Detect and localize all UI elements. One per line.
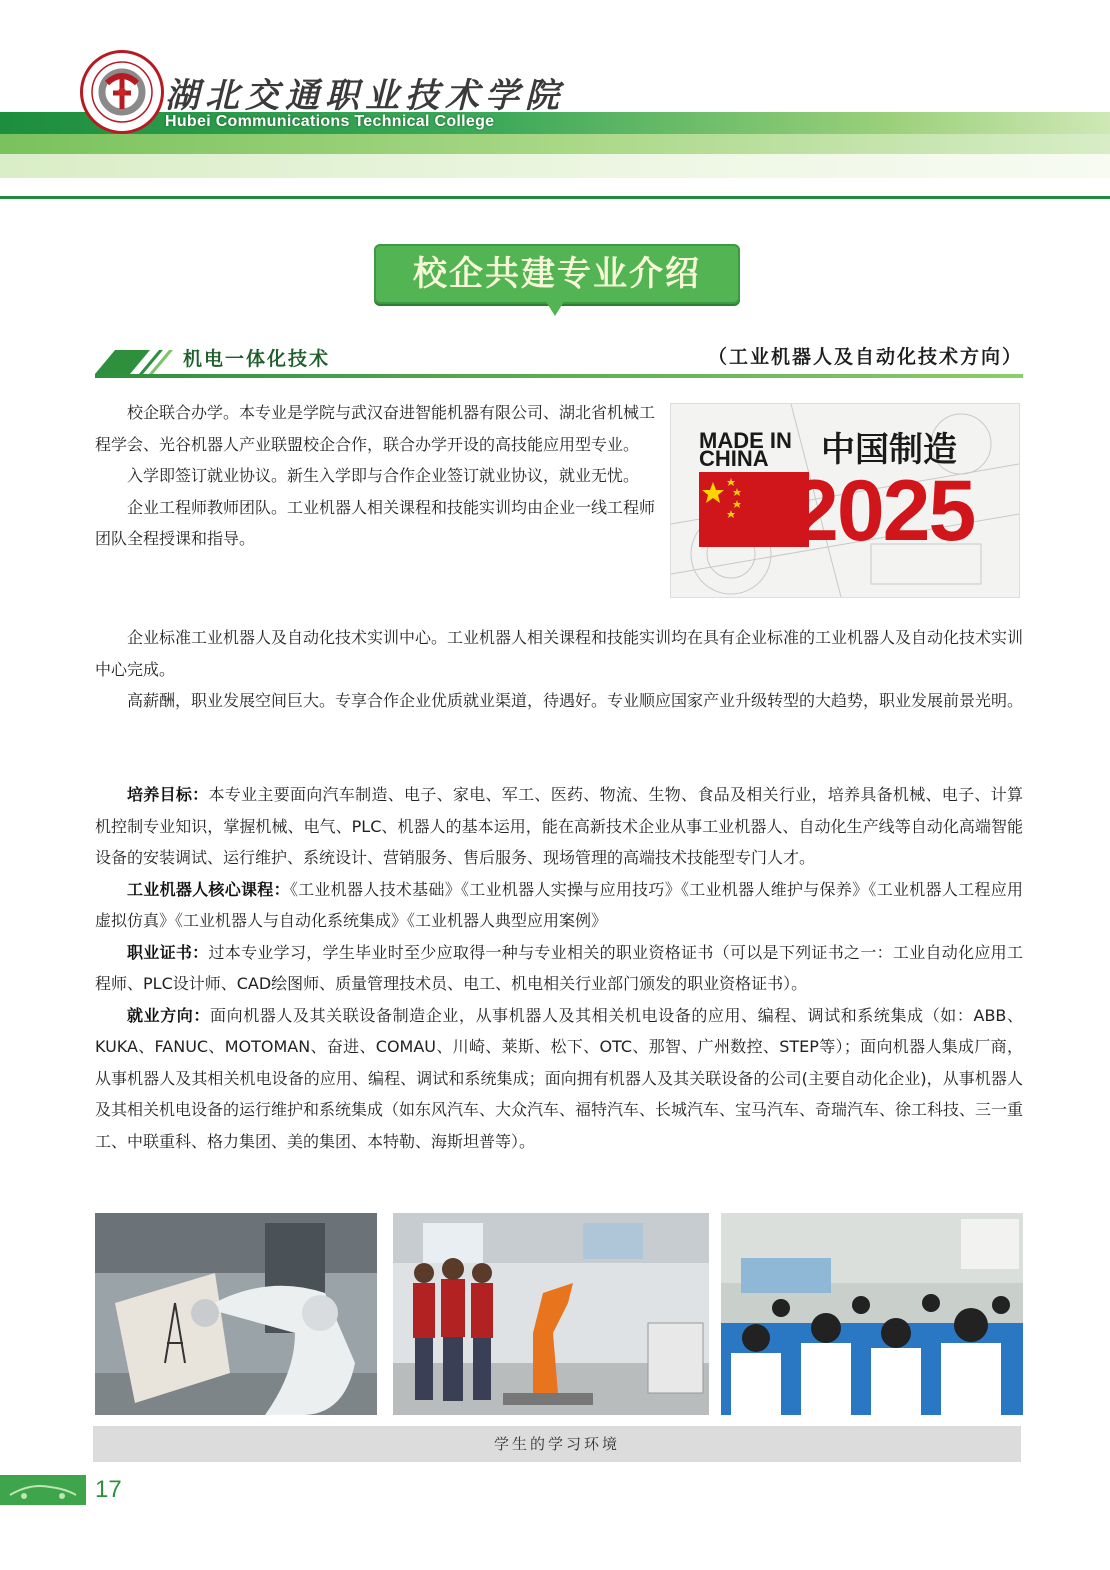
page-title-banner bbox=[374, 244, 740, 304]
made-in-china-2025-image bbox=[670, 403, 1020, 598]
detail-label: 培养目标： bbox=[127, 785, 209, 804]
photos-caption-bar bbox=[93, 1426, 1021, 1462]
intro-paragraph: 入学即签订就业协议。新生入学即与合作企业签订就业协议，就业无忧。 bbox=[127, 466, 640, 485]
detail-label: 工业机器人核心课程： bbox=[127, 879, 290, 899]
section-heading bbox=[95, 336, 1023, 384]
intro-paragraph: 企业标准工业机器人及自动化技术实训中心。工业机器人相关课程和技能实训均在具有企业标准的工业机器人及自动化技术实训中心完成。 bbox=[95, 628, 1024, 679]
detail-paragraph bbox=[95, 779, 1023, 874]
header-rule bbox=[0, 196, 1110, 199]
banner-pointer bbox=[545, 300, 565, 316]
detail-paragraph bbox=[95, 937, 1023, 1000]
college-name-en: Hubei Communications Technical College bbox=[165, 113, 495, 130]
intro-paragraph: 高薪酬，职业发展空间巨大。专享合作企业优质就业渠道，待遇好。专业顺应国家产业升级转型的大趋势，职业发展前景光明。 bbox=[127, 691, 1024, 710]
detail-text: 过本专业学习，学生毕业时至少应取得一种与专业相关的职业资格证书（可以是下列证书之一：工业自动化应用工程师、PLC设计师、CAD绘图师、质量管理技术员、电工、机电相关行业部门颁发的职业资格证书）。 bbox=[95, 942, 1023, 993]
detail-label: 职业证书： bbox=[127, 942, 209, 962]
classroom-photo bbox=[721, 1213, 1023, 1415]
page-number: 17 bbox=[95, 1476, 122, 1503]
detail-label: 就业方向： bbox=[127, 1005, 210, 1025]
cn-manufacture-label: 中国制造 bbox=[821, 430, 957, 470]
china-label: CHINA bbox=[699, 446, 769, 471]
detail-text: 面向机器人及其关联设备制造企业，从事机器人及其相关机电设备的应用、编程、调试和系统集成（如：ABB、KUKA、FANUC、MOTOMAN、奋进、COMAU、川崎、莱斯、松下、OTC、那智、广州数控、STEP等）；面向机器人集成厂商，从事机器人及其相关机电设备的应用、编程、调试和系统集成；面向拥有机器人及其关联设备的公司(主要自动化企业)，从事机器人及其相关机电设备的运行维护和系统集成（如东风汽车、大众汽车、福特汽车、长城汽车、宝马汽车、奇瑞汽车、徐工科技、三一重工、中联重科、格力集团、美的集团、本特勒、海斯坦普等）。 bbox=[95, 1005, 1024, 1151]
header-band bbox=[0, 134, 1110, 154]
detail-text: 本专业主要面向汽车制造、电子、家电、军工、医药、物流、生物、食品及相关行业，培养具备机械、电子、计算机控制专业知识，掌握机械、电气、PLC、机器人的基本运用，能在高新技术企业从事工业机器人、自动化生产线等自动化高端智能设备的安装调试、运行维护、系统设计、营销服务、售后服务、现场管理的高端技术技能型专门人才。 bbox=[95, 785, 1023, 867]
college-logo bbox=[80, 50, 164, 134]
detail-paragraph bbox=[95, 874, 1023, 937]
intro-paragraph: 企业工程师教师团队。工业机器人相关课程和技能实训均由企业一线工程师团队全程授课和指导。 bbox=[95, 497, 656, 548]
robot-arm-photo bbox=[95, 1213, 377, 1415]
section-underline bbox=[95, 374, 1023, 378]
slant-stripes-icon bbox=[95, 350, 175, 374]
intro-block-bottom bbox=[95, 622, 1023, 717]
detail-paragraph bbox=[95, 1000, 1023, 1158]
students-with-robot-photo bbox=[393, 1213, 709, 1415]
year-label: 2025 bbox=[791, 463, 975, 559]
detail-text: 《工业机器人技术基础》《工业机器人实操与应用技巧》《工业机器人维护与保养》《工业机器人工程应用虚拟仿真》《工业机器人与自动化系统集成》《工业机器人典型应用案例》 bbox=[95, 879, 1023, 930]
section-subtitle: （工业机器人及自动化技术方向） bbox=[707, 346, 1023, 368]
college-name-cn: 湖北交通职业技术学院 bbox=[165, 76, 565, 116]
details-block bbox=[95, 779, 1023, 1157]
footer-car-tab-icon bbox=[0, 1475, 86, 1505]
photos-caption: 学生的学习环境 bbox=[493, 1435, 620, 1453]
page-title: 校企共建专业介绍 bbox=[413, 254, 701, 294]
section-title: 机电一体化技术 bbox=[183, 348, 331, 370]
header-band bbox=[0, 154, 1110, 178]
intro-paragraph: 校企联合办学。本专业是学院与武汉奋进智能机器有限公司、湖北省机械工程学会、光谷机器人产业联盟校企合作，联合办学开设的高技能应用型专业。 bbox=[95, 403, 656, 454]
page-header bbox=[0, 0, 1110, 205]
made-in-label: MADE IN bbox=[699, 428, 792, 453]
intro-block-top bbox=[95, 397, 655, 555]
